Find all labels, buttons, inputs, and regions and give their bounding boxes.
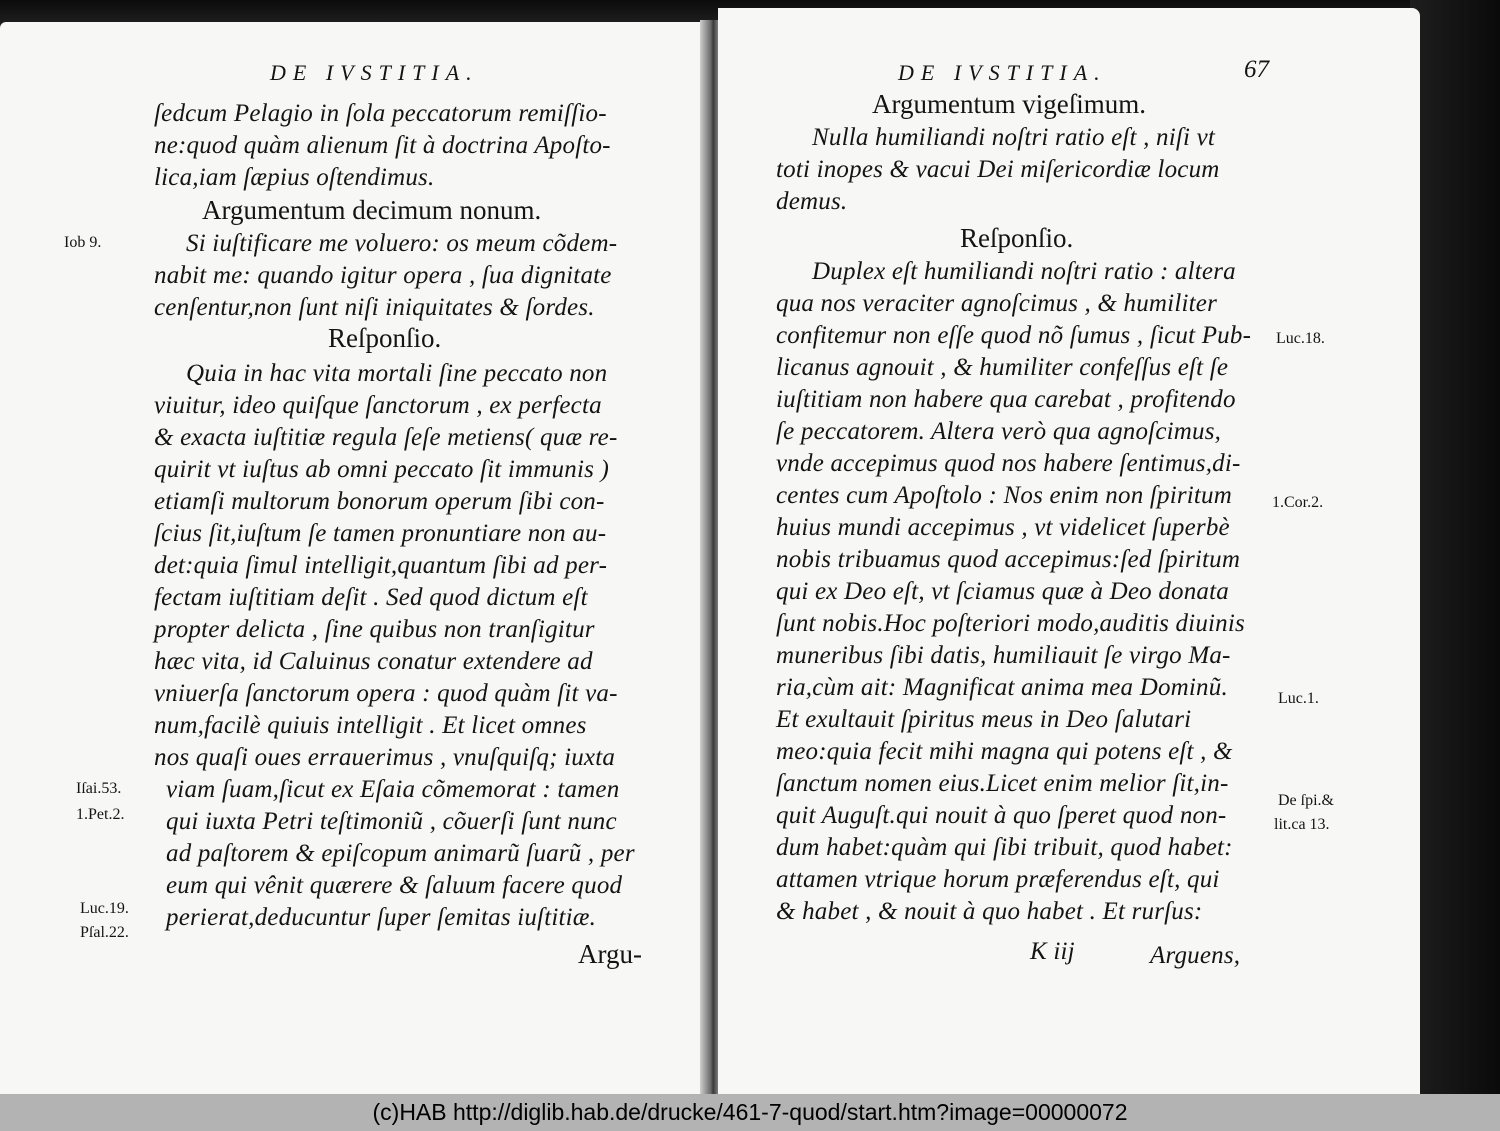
- text-line: muneribus ſibi datis, humiliauit ſe virgo Ma-: [776, 642, 1231, 669]
- text-line: quirit vt iuſtus ab omni peccato ſit immunis ): [154, 456, 610, 483]
- signature-mark: K iij: [1030, 938, 1075, 965]
- text-line: vnde accepimus quod nos habere ſentimus,di-: [776, 450, 1241, 477]
- margin-note: Luc.19.: [80, 900, 129, 917]
- text-line: qui iuxta Petri teſtimoniũ , cõuerſi ſunt nunc: [166, 808, 617, 835]
- scan-right-edge: [1410, 0, 1500, 1094]
- margin-note: Luc.18.: [1276, 330, 1325, 347]
- text-line: lica,iam ſæpius oſtendimus.: [154, 164, 435, 191]
- text-line: ſanctum nomen eius.Licet enim melior ſit,in-: [776, 770, 1229, 797]
- text-line: ſcius ſit,iuſtum ſe tamen pronuntiare non au-: [154, 520, 607, 547]
- text-line: nabit me: quando igitur opera , ſua dignitate: [154, 262, 612, 289]
- margin-note: Luc.1.: [1278, 690, 1319, 707]
- text-line: vniuerſa ſanctorum opera : quod quàm ſit va-: [154, 680, 618, 707]
- text-line: ad paſtorem & epiſcopum animarũ ſuarũ , per: [166, 840, 635, 867]
- text-line: attamen vtrique horum præferendus eſt, qui: [776, 866, 1220, 893]
- text-line: dum habet:quàm qui ſibi tribuit, quod habet:: [776, 834, 1233, 861]
- catchword: Argu-: [578, 939, 642, 969]
- catchword: Arguens,: [1150, 942, 1241, 969]
- text-line: ria,cùm ait: Magnificat anima mea Dominũ.: [776, 674, 1228, 701]
- running-header-right: DE IVSTITIA.: [898, 60, 1107, 85]
- section-heading: Argumentum vigeſimum.: [872, 89, 1146, 119]
- margin-note: De ſpi.&: [1278, 792, 1334, 809]
- right-page: [718, 8, 1420, 1094]
- text-line: confitemur non eſſe quod nõ ſumus , ſicut Pub-: [776, 322, 1252, 349]
- text-line: det:quia ſimul intelligit,quantum ſibi ad per-: [154, 552, 608, 579]
- text-line: eum qui vênit quærere & ſaluum facere quod: [166, 872, 623, 899]
- text-line: ne:quod quàm alienum ſit à doctrina Apoſto-: [154, 132, 611, 159]
- text-line: Duplex eſt humiliandi noſtri ratio : altera: [812, 258, 1236, 285]
- left-page: [0, 22, 706, 1094]
- text-line: ſedcum Pelagio in ſola peccatorum remiſſio-: [154, 100, 607, 127]
- text-line: Si iuſtificare me voluero: os meum cõdem-: [186, 230, 618, 257]
- text-line: Quia in hac vita mortali ſine peccato non: [186, 360, 608, 387]
- section-heading: Argumentum decimum nonum.: [202, 195, 542, 225]
- text-line: licanus agnouit , & humiliter confeſſus eſt ſe: [776, 354, 1229, 381]
- text-line: ſe peccatorem. Altera verò qua agnoſcimus,: [776, 418, 1222, 445]
- margin-note: 1.Pet.2.: [76, 806, 125, 823]
- text-line: viam ſuam,ſicut ex Eſaia cõmemorat : tamen: [166, 776, 620, 803]
- text-line: Nulla humiliandi noſtri ratio eſt , niſi vt: [812, 124, 1216, 151]
- text-line: nos quaſi oues errauerimus , vnuſquiſq; iuxta: [154, 744, 616, 771]
- running-header-left: DE IVSTITIA.: [270, 60, 479, 85]
- text-line: viuitur, ideo quiſque ſanctorum , ex perfecta: [154, 392, 602, 419]
- text-line: qua nos veraciter agnoſcimus , & humiliter: [776, 290, 1217, 317]
- margin-note: Iſai.53.: [76, 780, 122, 797]
- margin-note: lit.ca 13.: [1274, 816, 1330, 833]
- text-line: cenſentur,non ſunt niſi iniquitates & ſordes.: [154, 294, 595, 321]
- footer-credit: (c)HAB http://diglib.hab.de/drucke/461-7-quod/start.htm?image=00000072: [0, 1094, 1500, 1131]
- text-line: demus.: [776, 188, 848, 215]
- text-line: hæc vita, id Caluinus conatur extendere ad: [154, 648, 593, 675]
- text-line: & exacta iuſtitiæ regula ſeſe metiens( quæ re-: [154, 424, 618, 451]
- text-line: num,facilè quiuis intelligit . Et licet omnes: [154, 712, 587, 739]
- text-line: iuſtitiam non habere qua carebat , profitendo: [776, 386, 1236, 413]
- text-line: ſunt nobis.Hoc poſteriori modo,auditis diuinis: [776, 610, 1245, 637]
- text-line: toti inopes & vacui Dei miſericordiæ locum: [776, 156, 1220, 183]
- text-line: propter delicta , ſine quibus non tranſigitur: [154, 616, 595, 643]
- text-line: Et exultauit ſpiritus meus in Deo ſalutari: [776, 706, 1192, 733]
- text-line: qui ex Deo eſt, vt ſciamus quæ à Deo donata: [776, 578, 1229, 605]
- text-line: quit Auguſt.qui nouit à quo ſperet quod non-: [776, 802, 1227, 829]
- margin-note: 1.Cor.2.: [1272, 494, 1324, 511]
- text-line: etiamſi multorum bonorum operum ſibi con-: [154, 488, 605, 515]
- text-line: centes cum Apoſtolo : Nos enim non ſpiritum: [776, 482, 1233, 509]
- margin-note: Iob 9.: [64, 234, 102, 251]
- margin-note: Pſal.22.: [80, 924, 129, 941]
- text-line: nobis tribuamus quod accepimus:ſed ſpiritum: [776, 546, 1241, 573]
- text-line: huius mundi accepimus , vt videlicet ſuperbè: [776, 514, 1230, 541]
- section-heading: Reſponſio.: [328, 323, 442, 353]
- text-line: meo:quia fecit mihi magna qui potens eſt , &: [776, 738, 1233, 765]
- page-number: 67: [1244, 56, 1269, 83]
- section-heading: Reſponſio.: [960, 223, 1074, 253]
- text-line: perierat,deducuntur ſuper ſemitas iuſtitiæ.: [166, 904, 597, 931]
- text-line: & habet , & nouit à quo habet . Et rurſus:: [776, 898, 1203, 925]
- text-line: fectam iuſtitiam deſit . Sed quod dictum eſt: [154, 584, 588, 611]
